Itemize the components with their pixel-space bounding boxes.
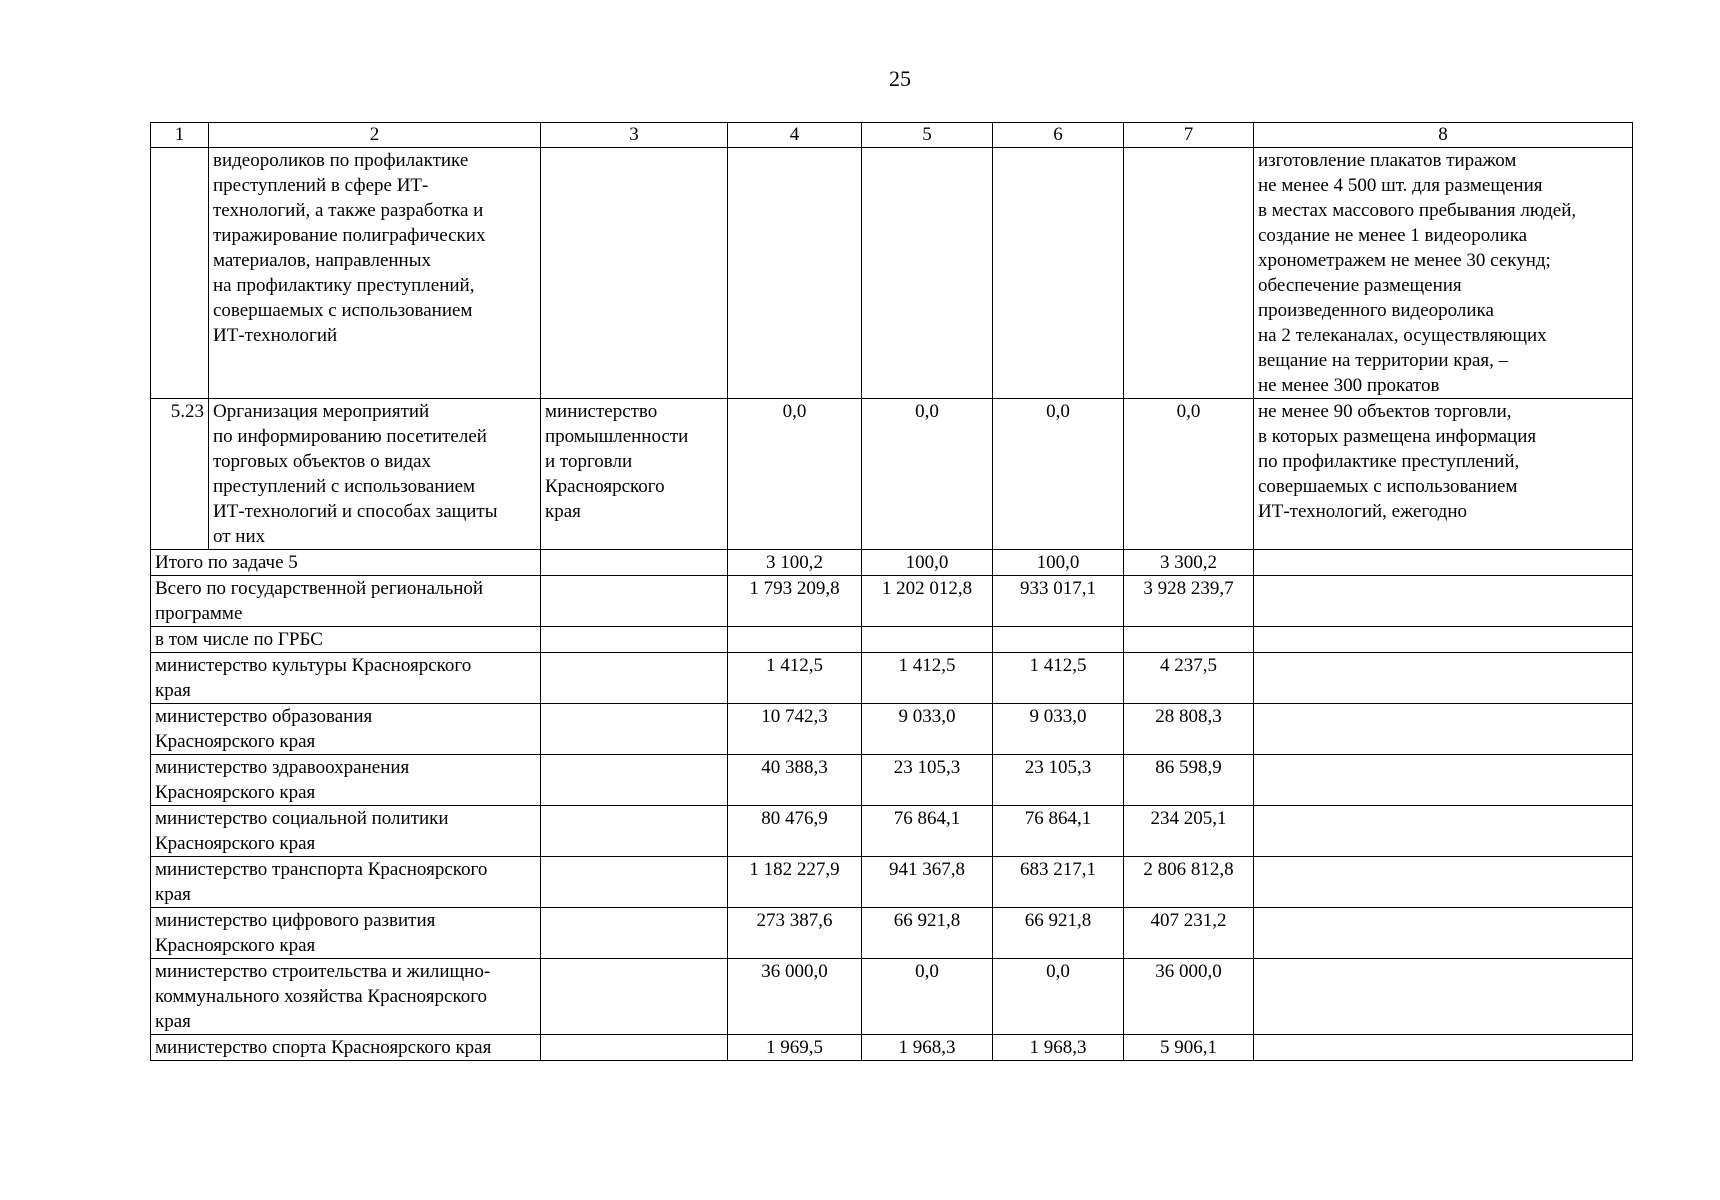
executor [541,704,728,755]
value-cell [728,148,862,399]
expected-result [1254,806,1633,857]
value-cell: 1 412,5 [862,653,993,704]
value-cell: 1 182 227,9 [728,857,862,908]
value-cell: 407 231,2 [1124,908,1254,959]
value-cell: 3 928 239,7 [1124,576,1254,627]
value-cell [728,627,862,653]
summary-row [151,857,1633,908]
page-number: 25 [889,66,911,91]
value-cell: 1 202 012,8 [862,576,993,627]
row-number [151,148,209,399]
expected-result: не менее 90 объектов торговли, в которых размещена информация по профилактике преступлений, совершаемых с использованием ИТ-технологий, ежегодно [1254,399,1633,550]
value-cell: 234 205,1 [1124,806,1254,857]
value-cell: 36 000,0 [728,959,862,1035]
value-cell: 66 921,8 [862,908,993,959]
column-number: 6 [993,123,1124,148]
value-cell [1124,627,1254,653]
value-cell: 683 217,1 [993,857,1124,908]
summary-row [151,1035,1633,1061]
expected-result [1254,755,1633,806]
summary-label: министерство социальной политики Красноярского края [151,806,541,857]
summary-label: министерство образования Красноярского края [151,704,541,755]
summary-row [151,959,1633,1035]
expected-result [1254,627,1633,653]
executor [541,857,728,908]
summary-row [151,704,1633,755]
value-cell [993,148,1124,399]
expected-result [1254,1035,1633,1061]
value-cell: 3 300,2 [1124,550,1254,576]
value-cell [862,148,993,399]
executor [541,627,728,653]
value-cell [862,627,993,653]
summary-row [151,755,1633,806]
value-cell: 40 388,3 [728,755,862,806]
summary-label: Всего по государственной региональной программе [151,576,541,627]
value-cell: 1 412,5 [728,653,862,704]
table-row [151,399,1633,550]
value-cell: 1 793 209,8 [728,576,862,627]
executor [541,755,728,806]
value-cell: 0,0 [1124,399,1254,550]
summary-row [151,806,1633,857]
expected-result [1254,653,1633,704]
column-number-row [151,123,1633,148]
summary-row [151,627,1633,653]
column-number: 5 [862,123,993,148]
column-number: 2 [209,123,541,148]
value-cell: 86 598,9 [1124,755,1254,806]
measure-name: Организация мероприятий по информированию посетителей торговых объектов о видах преступлений с использованием ИТ-технологий и способах защиты от них [209,399,541,550]
executor [541,908,728,959]
expected-result [1254,704,1633,755]
measure-name: видеороликов по профилактике преступлений в сфере ИТ- технологий, а также разработка и тиражирование полиграфических материалов, направленных на профилактику преступлений, совершаемых с использованием ИТ-технологий [209,148,541,399]
value-cell: 0,0 [993,399,1124,550]
value-cell: 100,0 [993,550,1124,576]
value-cell: 0,0 [862,399,993,550]
expected-result [1254,550,1633,576]
column-number: 8 [1254,123,1633,148]
column-number: 1 [151,123,209,148]
value-cell: 28 808,3 [1124,704,1254,755]
executor [541,806,728,857]
value-cell: 273 387,6 [728,908,862,959]
expected-result [1254,908,1633,959]
value-cell: 0,0 [862,959,993,1035]
value-cell: 9 033,0 [862,704,993,755]
summary-row [151,653,1633,704]
value-cell: 36 000,0 [1124,959,1254,1035]
expected-result [1254,959,1633,1035]
value-cell: 3 100,2 [728,550,862,576]
value-cell: 1 968,3 [993,1035,1124,1061]
summary-label: министерство цифрового развития Красноярского края [151,908,541,959]
value-cell: 1 412,5 [993,653,1124,704]
table-row [151,148,1633,399]
summary-label: министерство транспорта Красноярского края [151,857,541,908]
value-cell: 100,0 [862,550,993,576]
value-cell: 76 864,1 [862,806,993,857]
expected-result [1254,857,1633,908]
executor [541,1035,728,1061]
value-cell: 0,0 [993,959,1124,1035]
expected-result [1254,576,1633,627]
column-number: 4 [728,123,862,148]
value-cell: 23 105,3 [862,755,993,806]
row-number: 5.23 [151,399,209,550]
expected-result: изготовление плакатов тиражом не менее 4 500 шт. для размещения в местах массового пребывания людей, создание не менее 1 видеоролика хронометражем не менее 30 секунд; обеспечение размещения произведенного видеоролика на 2 телеканалах, осуществляющих вещание на территории края, – не менее 300 прокатов [1254,148,1633,399]
column-number: 3 [541,123,728,148]
value-cell: 9 033,0 [993,704,1124,755]
value-cell: 941 367,8 [862,857,993,908]
value-cell: 1 968,3 [862,1035,993,1061]
summary-label: Итого по задаче 5 [151,550,541,576]
summary-label: министерство строительства и жилищно- коммунального хозяйства Красноярского края [151,959,541,1035]
executor [541,550,728,576]
summary-label: в том числе по ГРБС [151,627,541,653]
value-cell: 66 921,8 [993,908,1124,959]
value-cell [1124,148,1254,399]
summary-row [151,550,1633,576]
executor [541,959,728,1035]
value-cell [993,627,1124,653]
executor [541,576,728,627]
program-table [150,122,1633,1061]
value-cell: 1 969,5 [728,1035,862,1061]
value-cell: 4 237,5 [1124,653,1254,704]
executor [541,653,728,704]
summary-label: министерство спорта Красноярского края [151,1035,541,1061]
summary-label: министерство здравоохранения Красноярского края [151,755,541,806]
value-cell: 933 017,1 [993,576,1124,627]
summary-section [151,550,1633,1061]
value-cell: 23 105,3 [993,755,1124,806]
value-cell: 80 476,9 [728,806,862,857]
value-cell: 10 742,3 [728,704,862,755]
summary-label: министерство культуры Красноярского края [151,653,541,704]
executor [541,148,728,399]
value-cell: 2 806 812,8 [1124,857,1254,908]
summary-row [151,908,1633,959]
value-cell: 76 864,1 [993,806,1124,857]
value-cell: 0,0 [728,399,862,550]
column-number: 7 [1124,123,1254,148]
executor: министерство промышленности и торговли Красноярского края [541,399,728,550]
value-cell: 5 906,1 [1124,1035,1254,1061]
summary-row [151,576,1633,627]
